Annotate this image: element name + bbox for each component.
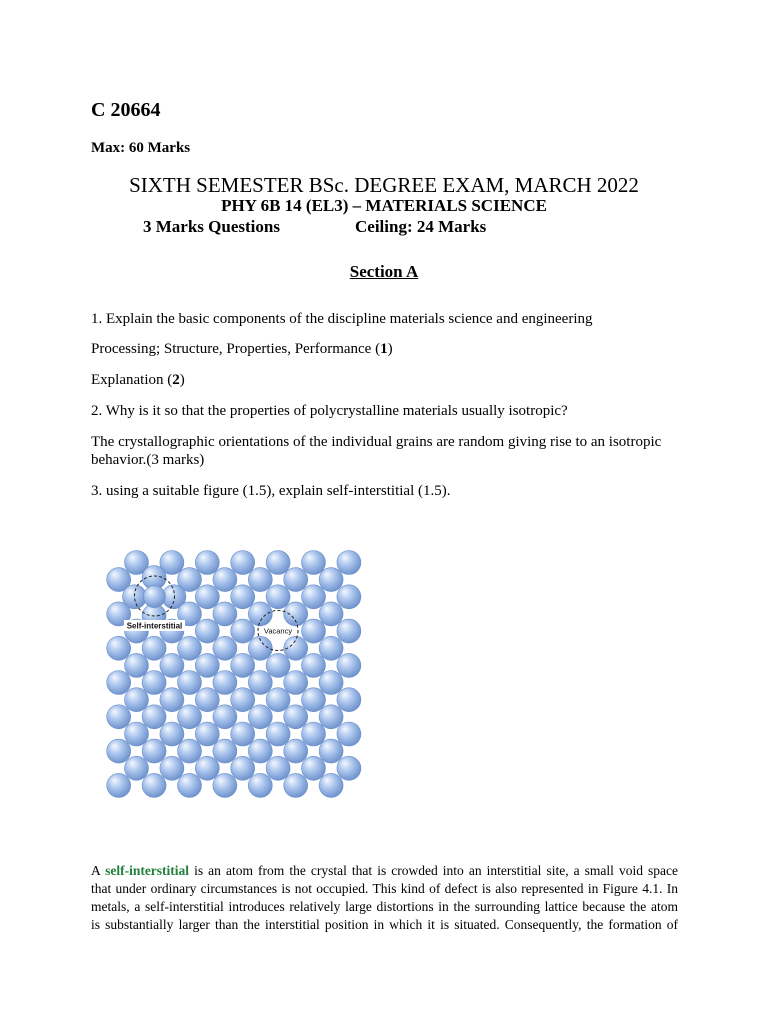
lattice-atom xyxy=(213,671,237,695)
lattice-atom xyxy=(178,671,202,695)
lattice-atom xyxy=(195,756,219,780)
lattice-atom xyxy=(266,653,290,677)
answer-marks: 1 xyxy=(380,341,388,357)
lattice-atom xyxy=(160,688,184,712)
lattice-atom xyxy=(195,551,219,575)
lattice-atom xyxy=(248,602,272,626)
definition-line xyxy=(91,862,678,880)
lattice-atom xyxy=(302,722,326,746)
lattice-atom xyxy=(213,705,237,729)
lattice-atom xyxy=(284,671,308,695)
lattice-atom xyxy=(160,722,184,746)
lattice-atom xyxy=(248,671,272,695)
lattice-atom xyxy=(319,636,343,660)
lattice-atom xyxy=(195,722,219,746)
question-type: 3 Marks Questions xyxy=(143,217,280,236)
question-1: 1. Explain the basic components of the discipline materials science and engineering xyxy=(91,311,593,327)
lattice-atom xyxy=(319,568,343,592)
definition-line: that under ordinary circumstances is not occupied. This kind of defect is also represented in Figure 4.1. In xyxy=(91,881,678,896)
lattice-atom xyxy=(248,739,272,763)
lattice-atom xyxy=(337,688,361,712)
lattice-atom xyxy=(178,636,202,660)
lattice-atom xyxy=(319,602,343,626)
lattice-atom xyxy=(248,773,272,797)
answer-text-close: ) xyxy=(179,372,185,388)
lattice-atom xyxy=(266,688,290,712)
lattice-atom xyxy=(337,756,361,780)
lattice-atom xyxy=(195,653,219,677)
lattice-atom xyxy=(302,688,326,712)
answer-marks: 2 xyxy=(172,372,180,388)
lattice-atom xyxy=(231,688,255,712)
lattice-atom xyxy=(195,688,219,712)
lattice-atom xyxy=(337,653,361,677)
lattice-atom xyxy=(231,653,255,677)
lattice-atom xyxy=(248,705,272,729)
lattice-atom xyxy=(337,722,361,746)
lattice-atom xyxy=(266,722,290,746)
lattice-atom xyxy=(284,739,308,763)
exam-title: SIXTH SEMESTER BSc. DEGREE EXAM, MARCH 2022 xyxy=(129,173,639,197)
lattice-atom xyxy=(160,756,184,780)
answer-text: Explanation ( xyxy=(91,372,173,388)
lattice-atom xyxy=(266,756,290,780)
ceiling-marks: Ceiling: 24 Marks xyxy=(355,217,487,236)
lattice-atom xyxy=(213,636,237,660)
lattice-atom xyxy=(319,773,343,797)
vacancy-label: Vacancy xyxy=(263,626,293,636)
lattice-atom xyxy=(302,619,326,643)
answer-text-close: ) xyxy=(387,341,393,357)
lattice-atom xyxy=(213,568,237,592)
definition-paragraph xyxy=(91,862,678,934)
lattice-atom xyxy=(284,705,308,729)
lattice-atom xyxy=(178,739,202,763)
lattice-atom xyxy=(302,756,326,780)
lattice-atom xyxy=(142,636,166,660)
lattice-atom xyxy=(319,671,343,695)
definition-lead: A xyxy=(91,863,101,878)
lattice-atom xyxy=(231,585,255,609)
lattice-atom xyxy=(284,568,308,592)
lattice-atom xyxy=(125,688,149,712)
lattice-atom xyxy=(337,551,361,575)
answer-1-explanation xyxy=(91,371,185,389)
lattice-atom xyxy=(231,551,255,575)
lattice-atom xyxy=(160,653,184,677)
lattice-atom xyxy=(178,773,202,797)
lattice-atom xyxy=(142,773,166,797)
lattice-atom xyxy=(195,585,219,609)
lattice-atom xyxy=(302,585,326,609)
lattice-atom xyxy=(337,619,361,643)
definition-line: metals, a self-interstitial introduces relatively large distortions in the surrounding lattice because the atom xyxy=(91,899,678,914)
question-2: 2. Why is it so that the properties of polycrystalline materials usually isotropic? xyxy=(91,403,568,419)
self-interstitial-atom xyxy=(143,586,165,608)
lattice-atom xyxy=(337,585,361,609)
lattice-atom xyxy=(107,739,131,763)
lattice-atom xyxy=(302,551,326,575)
section-heading: Section A xyxy=(349,262,419,281)
lattice-atom xyxy=(107,705,131,729)
lattice-atom xyxy=(125,722,149,746)
answer-1-components xyxy=(91,340,393,358)
lattice-atom xyxy=(284,773,308,797)
paper-title: PHY 6B 14 (EL3) – MATERIALS SCIENCE xyxy=(221,196,547,215)
exam-code: C 20664 xyxy=(91,99,161,121)
lattice-atom xyxy=(231,619,255,643)
highlighted-term: self-interstitial xyxy=(105,863,190,878)
max-marks: Max: 60 Marks xyxy=(91,140,191,156)
answer-2: The crystallographic orientations of the individual grains are random giving rise to an isotropic behavior.(3 marks) xyxy=(91,434,662,468)
lattice-atom xyxy=(195,619,219,643)
lattice-atom xyxy=(142,671,166,695)
lattice-atom xyxy=(266,551,290,575)
lattice-atom xyxy=(178,705,202,729)
question-3: 3. using a suitable figure (1.5), explain self-interstitial (1.5). xyxy=(91,483,451,499)
lattice-atom xyxy=(107,773,131,797)
lattice-atom xyxy=(213,773,237,797)
lattice-atom xyxy=(302,653,326,677)
atom-lattice xyxy=(107,551,361,798)
lattice-atom xyxy=(266,585,290,609)
lattice-atom xyxy=(125,653,149,677)
self-interstitial-label: Self-interstitial xyxy=(126,621,183,631)
definition-line: is substantially larger than the interstitial position in which it is situated. Consequently, the formation of xyxy=(91,917,678,932)
lattice-atom xyxy=(142,705,166,729)
lattice-atom xyxy=(248,568,272,592)
answer-text: Processing; Structure, Properties, Performance ( xyxy=(91,341,381,357)
lattice-atom xyxy=(142,739,166,763)
lattice-atom xyxy=(231,756,255,780)
lattice-atom xyxy=(231,722,255,746)
lattice-atom xyxy=(107,671,131,695)
lattice-atom xyxy=(213,739,237,763)
definition-text: is an atom from the crystal that is crowded into an interstitial site, a small void space xyxy=(194,863,679,878)
lattice-atom xyxy=(213,602,237,626)
lattice-atom xyxy=(107,636,131,660)
lattice-atom xyxy=(319,739,343,763)
lattice-atom xyxy=(319,705,343,729)
lattice-atom xyxy=(125,756,149,780)
lattice-figure xyxy=(100,540,370,805)
